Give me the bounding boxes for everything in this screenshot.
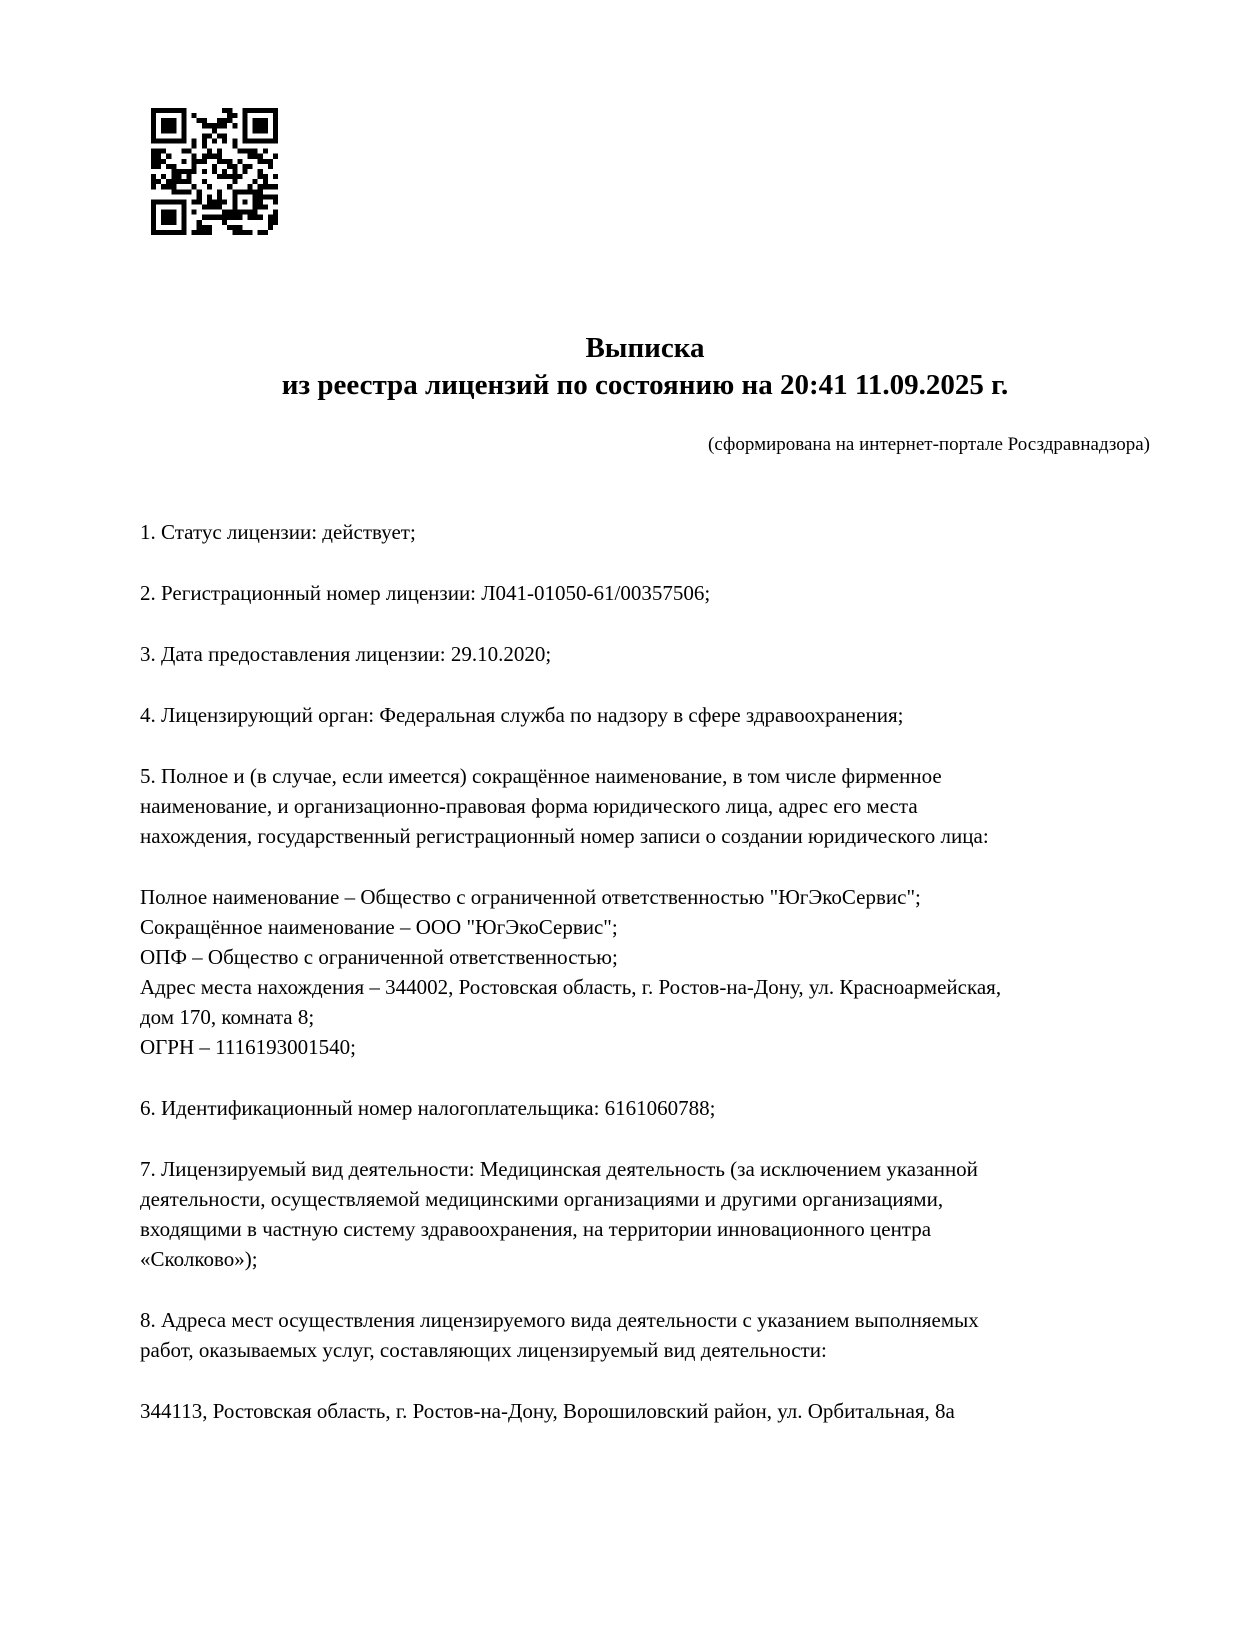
text-line: 3. Дата предоставления лицензии: 29.10.2020; bbox=[140, 642, 552, 666]
text-line: 344113, Ростовская область, г. Ростов-на-Дону, Ворошиловский район, ул. Орбитальная, 8а bbox=[140, 1399, 955, 1423]
text-line: 5. Полное и (в случае, если имеется) сокращённое наименование, в том числе фирменное bbox=[140, 764, 942, 788]
text-line: 4. Лицензирующий орган: Федеральная служба по надзору в сфере здравоохранения; bbox=[140, 703, 904, 727]
text-line: ОГРН – 1116193001540; bbox=[140, 1035, 356, 1059]
text-line: входящими в частную систему здравоохранения, на территории инновационного центра bbox=[140, 1217, 932, 1241]
text-line: наименование, и организационно-правовая форма юридического лица, адрес его места bbox=[140, 794, 918, 818]
paragraph bbox=[140, 578, 1150, 608]
paragraph bbox=[140, 517, 1150, 547]
paragraph bbox=[140, 761, 1150, 851]
text-line: нахождения, государственный регистрационный номер записи о создании юридического лица: bbox=[140, 824, 989, 848]
text-line: 1. Статус лицензии: действует; bbox=[140, 520, 416, 544]
paragraph bbox=[140, 700, 1150, 730]
title-line-1: Выписка bbox=[585, 332, 705, 364]
paragraph bbox=[140, 882, 1150, 1062]
paragraph bbox=[140, 1154, 1150, 1274]
text-line: ОПФ – Общество с ограниченной ответственностью; bbox=[140, 945, 618, 969]
text-line: «Сколково»); bbox=[140, 1247, 258, 1271]
text-line: 7. Лицензируемый вид деятельности: Медицинская деятельность (за исключением указанной bbox=[140, 1157, 978, 1181]
qr-code bbox=[151, 108, 278, 235]
text-line: Полное наименование – Общество с ограниченной ответственностью "ЮгЭкоСервис"; bbox=[140, 885, 921, 909]
text-line: дом 170, комната 8; bbox=[140, 1005, 315, 1029]
text-line: Адрес места нахождения – 344002, Ростовская область, г. Ростов-на-Дону, ул. Красноармейская, bbox=[140, 975, 1002, 999]
text-line: 2. Регистрационный номер лицензии: Л041-01050-61/00357506; bbox=[140, 581, 711, 605]
paragraph bbox=[140, 639, 1150, 669]
document-body bbox=[140, 517, 1150, 1457]
text-line: 6. Идентификационный номер налогоплательщика: 6161060788; bbox=[140, 1096, 716, 1120]
text-line: Сокращённое наименование – ООО "ЮгЭкоСервис"; bbox=[140, 915, 618, 939]
text-line: деятельности, осуществляемой медицинскими организациями и другими организациями, bbox=[140, 1187, 944, 1211]
paragraph bbox=[140, 1396, 1150, 1426]
document-title bbox=[140, 330, 1150, 404]
paragraph bbox=[140, 1305, 1150, 1365]
title-line-2: из реестра лицензий по состоянию на 20:41 11.09.2025 г. bbox=[281, 369, 1009, 401]
document-subtitle: (сформирована на интернет-портале Росздравнадзора) bbox=[708, 434, 1150, 455]
text-line: работ, оказываемых услуг, составляющих лицензируемый вид деятельности: bbox=[140, 1338, 827, 1362]
paragraph bbox=[140, 1093, 1150, 1123]
text-line: 8. Адреса мест осуществления лицензируемого вида деятельности с указанием выполняемых bbox=[140, 1308, 979, 1332]
